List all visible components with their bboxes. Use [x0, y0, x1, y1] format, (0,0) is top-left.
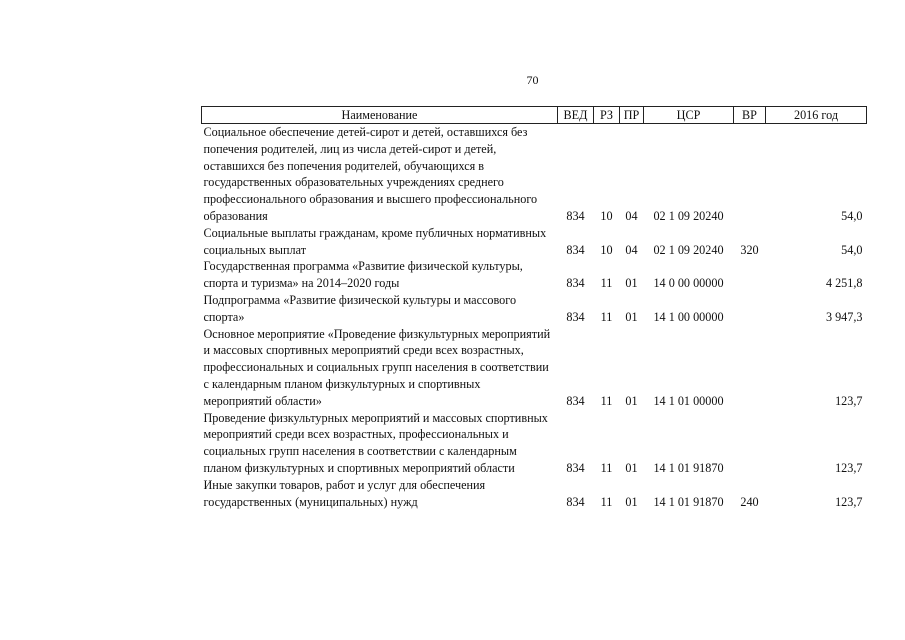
row-ved: 834	[566, 242, 585, 257]
row-pr: 01	[625, 276, 638, 291]
column-header-amount: 2016 год	[766, 107, 867, 124]
row-name: Основное мероприятие «Проведение физкультурных мероприятий и массовых спортивных мероприятий среди всех возрастных, профессиональных и социальных групп населения в соответствии с календарным планом физкультурных и спортивных мероприятий области»	[203, 326, 551, 408]
row-vr: 320	[740, 242, 759, 257]
row-ved: 834	[566, 460, 585, 475]
row-csr: 02 1 09 20240	[653, 208, 724, 223]
table-row	[202, 477, 867, 511]
row-pr: 04	[625, 242, 638, 257]
column-header-name: Наименование	[202, 107, 558, 124]
row-vr	[734, 410, 766, 477]
column-header-csr: ЦСР	[644, 107, 734, 124]
column-header-pr: ПР	[620, 107, 644, 124]
table-header-row	[202, 107, 867, 124]
row-csr: 14 1 00 00000	[653, 309, 724, 324]
row-name: Подпрограмма «Развитие физической культуры и массового спорта»	[203, 292, 517, 324]
row-csr: 02 1 09 20240	[653, 242, 724, 257]
row-name: Государственная программа «Развитие физической культуры, спорта и туризма» на 2014–2020 годы	[203, 259, 523, 291]
row-pr: 01	[625, 460, 638, 475]
row-vr	[734, 124, 766, 225]
row-amount: 123,7	[835, 393, 863, 408]
row-amount: 123,7	[835, 494, 863, 509]
row-rz: 11	[600, 276, 613, 291]
row-vr	[734, 258, 766, 292]
page-number: 70	[526, 73, 539, 87]
table-row	[202, 124, 867, 225]
table-row	[202, 326, 867, 410]
row-pr: 04	[625, 208, 638, 223]
row-rz: 11	[600, 460, 613, 475]
row-pr: 01	[625, 494, 638, 509]
row-ved: 834	[566, 393, 585, 408]
row-csr: 14 1 01 91870	[653, 494, 724, 509]
row-ved: 834	[566, 309, 585, 324]
row-name: Социальное обеспечение детей-сирот и детей, оставшихся без попечения родителей, лиц из числа детей-сирот и детей, оставшихся без попечения родителей, обучающихся в государственных образовательных учреждениях среднего профессионального образования и высшего профессионального образования	[203, 125, 538, 223]
row-rz: 11	[600, 494, 613, 509]
row-name: Социальные выплаты гражданам, кроме публичных нормативных социальных выплат	[203, 225, 547, 257]
row-amount: 123,7	[835, 460, 863, 475]
row-vr	[734, 326, 766, 410]
row-amount: 3 947,3	[825, 309, 863, 324]
table-row	[202, 292, 867, 326]
budget-table	[201, 106, 867, 510]
row-vr: 240	[740, 494, 759, 509]
row-name: Проведение физкультурных мероприятий и массовых спортивных мероприятий среди всех возрастных, профессиональных и социальных групп населения в соответствии с календарным планом физкультурных и спортивных мероприятий области	[203, 410, 548, 475]
table-row	[202, 258, 867, 292]
row-name: Иные закупки товаров, работ и услуг для обеспечения государственных (муниципальных) нужд	[203, 477, 486, 509]
table-body	[202, 124, 867, 511]
row-ved: 834	[566, 208, 585, 223]
row-rz: 11	[600, 309, 613, 324]
row-csr: 14 1 01 00000	[653, 393, 724, 408]
row-rz: 10	[600, 208, 613, 223]
row-vr	[734, 292, 766, 326]
column-header-ved: ВЕД	[558, 107, 594, 124]
row-rz: 11	[600, 393, 613, 408]
row-amount: 4 251,8	[825, 276, 863, 291]
row-amount: 54,0	[841, 242, 863, 257]
row-csr: 14 0 00 00000	[653, 276, 724, 291]
row-ved: 834	[566, 276, 585, 291]
table-row	[202, 410, 867, 477]
row-rz: 10	[600, 242, 613, 257]
table-row	[202, 225, 867, 259]
row-amount: 54,0	[841, 208, 863, 223]
row-csr: 14 1 01 91870	[653, 460, 724, 475]
row-ved: 834	[566, 494, 585, 509]
row-pr: 01	[625, 393, 638, 408]
column-header-vr: ВР	[734, 107, 766, 124]
column-header-rz: РЗ	[594, 107, 620, 124]
row-pr: 01	[625, 309, 638, 324]
